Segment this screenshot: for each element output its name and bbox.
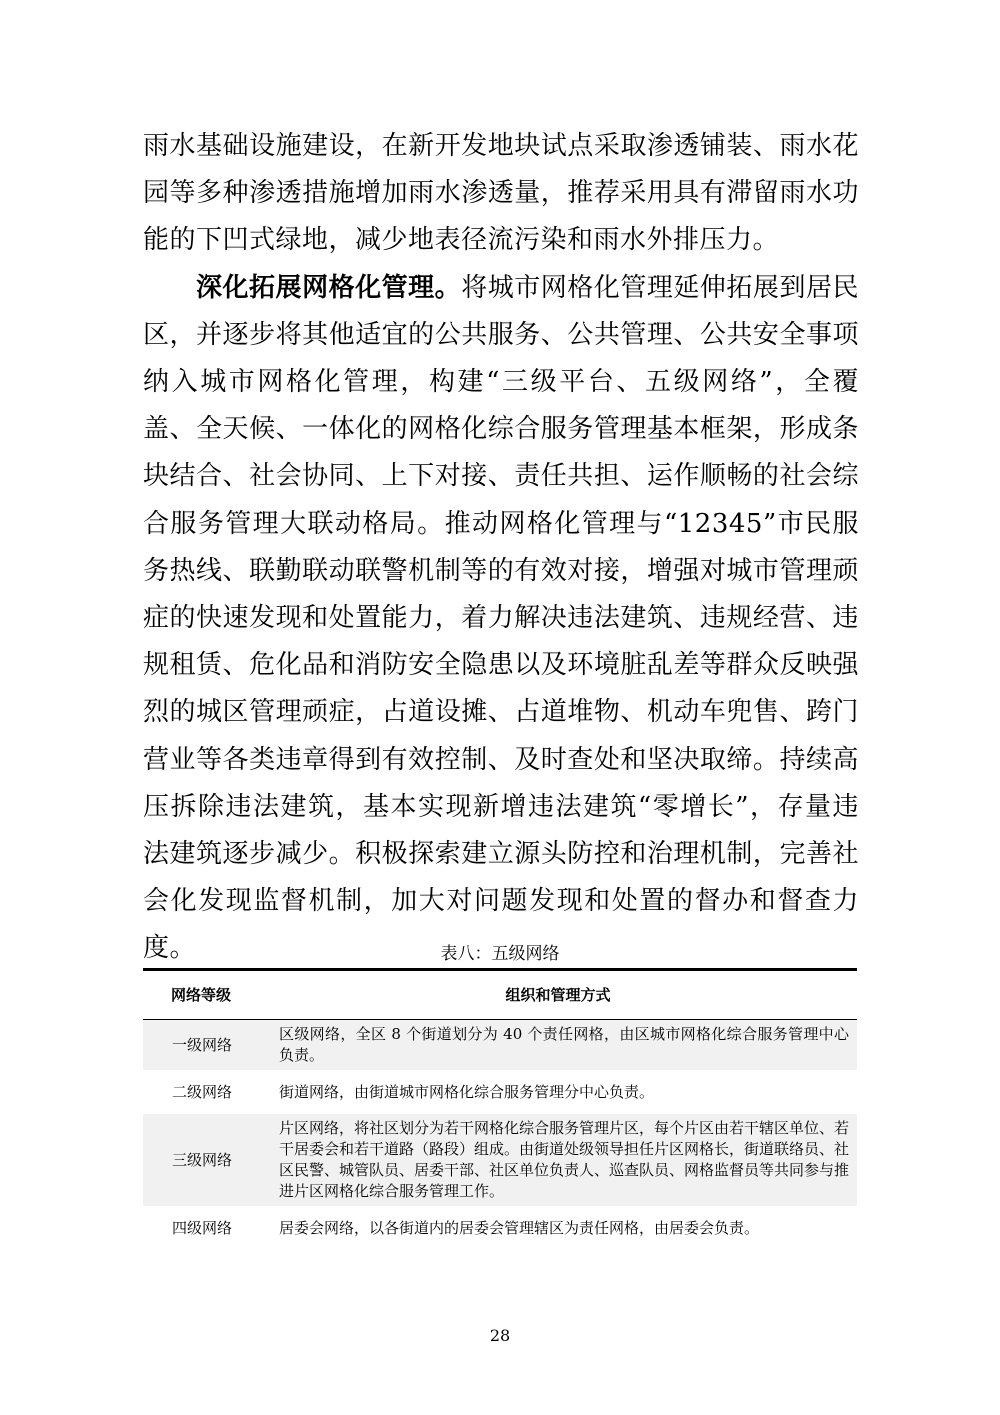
row-level: 三级网络 <box>143 1114 259 1206</box>
paragraph-continued <box>143 123 859 265</box>
row-level: 二级网络 <box>171 1082 232 1101</box>
table-caption: 表八：五级网络 <box>440 944 560 964</box>
row-method: 街道网络，由街道城市网格化综合服务管理分中心负责。 <box>279 1082 655 1101</box>
paragraph-text: 雨水基础设施建设，在新开发地块试点采取渗透铺装、雨水花园等多种渗透措施增加雨水渗透量，推荐采用具有滞留雨水功能的下凹式绿地，减少地表径流污染和雨水外排压力。 <box>143 131 859 256</box>
paragraph-grid-management <box>143 265 859 973</box>
row-level: 一级网络 <box>143 1020 259 1071</box>
header-network-level: 网络等级 <box>143 970 259 1020</box>
table-row <box>143 1114 857 1206</box>
header-management-method: 组织和管理方式 <box>259 970 857 1020</box>
table-header-row <box>143 970 857 1020</box>
row-method: 区级网络，全区 8 个街道划分为 40 个责任网格，由区城市网格化综合服务管理中心负责。 <box>259 1020 857 1071</box>
five-level-network-table <box>143 968 857 1250</box>
body-text <box>143 123 859 973</box>
page-number: 28 <box>489 1326 511 1345</box>
table-row <box>143 1020 857 1071</box>
row-method: 居委会网络，以各街道内的居委会管理辖区为责任网格，由居委会负责。 <box>279 1218 760 1237</box>
paragraph-lead-heading: 深化拓展网格化管理。 <box>196 272 462 303</box>
table-row <box>143 1206 857 1250</box>
row-level: 四级网络 <box>171 1218 232 1237</box>
paragraph-text: 将城市网格化管理延伸拓展到居民区，并逐步将其他适宜的公共服务、公共管理、公共安全事项纳入城市网格化管理，构建“三级平台、五级网络”，全覆盖、全天候、一体化的网格化综合服务管理基本框架，形成条块结合、社会协同、上下对接、责任共担、运作顺畅的社会综合服务管理大联动格局。推动网格化管理与“12345”市民服务热线、联勤联动联警机制等的有效对接，增强对城市管理顽症的快速发现和处置能力，着力解决违法建筑、违规经营、违规租赁、危化品和消防安全隐患以及环境脏乱差等群众反映强烈的城区管理顽症，占道设摊、占道堆物、机动车兜售、跨门营业等各类违章得到有效控制、及时查处和坚决取缔。持续高压拆除违法建筑，基本实现新增违法建筑“零增长”，存量违法建筑逐步减少。积极探索建立源头防控和治理机制，完善社会化发现监督机制，加大对问题发现和处置的督办和督查力度。 <box>143 272 859 964</box>
table-row <box>143 1070 857 1114</box>
row-method: 片区网络，将社区划分为若干网格化综合服务管理片区，每个片区由若干辖区单位、若干居委会和若干道路（路段）组成。由街道处级领导担任片区网格长，街道联络员、社区民警、城管队员、居委干部、社区单位负责人、巡查队员、网格监督员等共同参与推进片区网格化综合服务管理工作。 <box>259 1114 857 1206</box>
